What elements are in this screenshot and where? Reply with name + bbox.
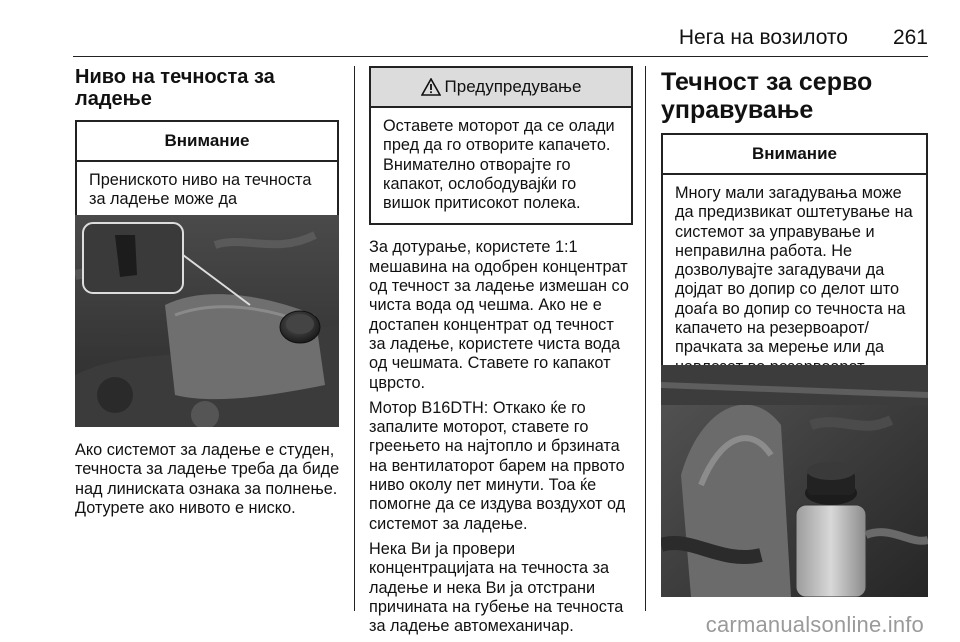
warning-triangle-icon [421,78,441,96]
check-paragraph: Нека Ви ја провери концентрацијата на течноста за ладење и нека Ви ја отстрани причината на губење на течноста за ладење автомеханичар. [369,539,624,636]
column-3 [661,68,928,389]
section-heading-power-steering: Течност за серво управување [661,68,873,124]
coolant-paragraph: Ако системот за ладење е студен, течноста за ладење треба да биде над линискaта ознака за полнење. Дотурете ако нивото е ниско. [75,441,340,517]
engine-paragraph: Мотор B16DTH: Откако ќе го запалите моторот, ставете го греењето на најтопло и брзината на вентилаторот барем на првото ниво околу пет минути. Тоа ќе помогне да се издува воздухот од системот за ладење. [369,398,626,533]
warning-box [369,66,633,225]
attention-title-steering: Внимание [663,135,926,175]
column-divider-2 [645,66,646,611]
warning-title: Предупредување [444,77,582,96]
column-divider-1 [354,66,355,611]
attention-text-steering: Многу мали загадувања може да предизвикат оштетување на системот за управување и неправилна работа. Не дозволувајте загадувачи да дојдат во допир со делот што доаѓа во допир со течноста на капачето на резервоарот/ прачката за мерење или да [675,184,913,357]
section-heading-coolant: Ниво на течноста за ладење [75,66,275,110]
coolant-reservoir-photo [75,215,339,427]
running-header-title: Нега на возилото [678,26,848,49]
attention-title: Внимание [77,122,337,162]
attention-text: Прениското ниво на течноста за ладење може да [89,171,312,209]
topup-paragraph: За дотурање, користете 1:1 мешавина на одобрен концентрат од течност за ладење измешан со чиста вода од чешма. Ако не е достапен концентрат од течност за ладење, користете чиста вода од чешмата. Ставете го капакот цврсто. [369,238,629,392]
warning-text: Оставете моторот да се олади пред да го отворите капачето. Внимателно отворајте го капакот, ослободувајќи го вишок притисокот полека. [383,117,615,213]
attention-box-steering [661,133,928,389]
warning-header [371,68,631,108]
watermark-text: carmanualsonline.info [705,612,924,637]
column-2 [369,66,633,636]
page-number: 261 [892,26,928,49]
header-rule [73,56,928,57]
power-steering-reservoir-photo [661,365,928,597]
